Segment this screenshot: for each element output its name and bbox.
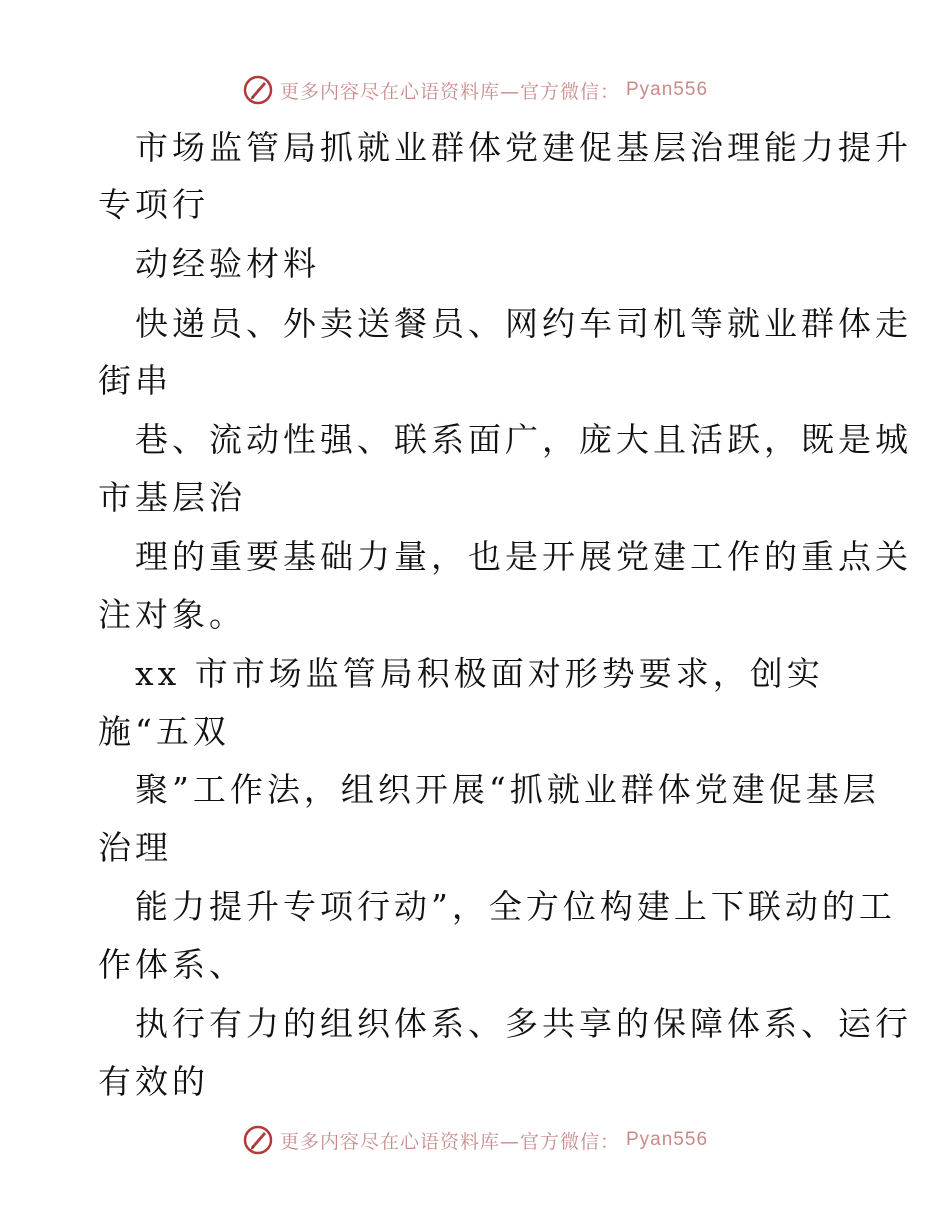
- text-line: 快递员、外卖送餐员、网约车司机等就业群体走: [135, 304, 912, 343]
- text-line: 有效的: [98, 1062, 209, 1101]
- quill-pen-icon: [242, 74, 274, 106]
- text-line: 动经验材料: [135, 244, 320, 283]
- quill-pen-icon: [242, 1124, 274, 1156]
- text-line: 专项行: [98, 185, 209, 224]
- watermark-footer: [0, 1120, 950, 1160]
- text-line: 市基层治: [98, 478, 246, 517]
- watermark-text: 更多内容尽在心语资料库—官方微信：: [279, 80, 620, 103]
- watermark-header: [0, 70, 950, 110]
- text-line: 治理: [98, 828, 172, 867]
- text-line: 市场监管局抓就业群体党建促基层治理能力提升: [135, 128, 912, 167]
- text-line: 理的重要基础力量，也是开展党建工作的重点关: [135, 537, 912, 576]
- text-line: 作体系、: [98, 945, 246, 984]
- watermark-wechat-id: Pyan556: [626, 79, 709, 100]
- text-line: 执行有力的组织体系、多共享的保障体系、运行: [135, 1004, 912, 1043]
- text-line: 施“五双: [98, 712, 230, 751]
- text-line: xx 市市场监管局积极面对形势要求，创实: [135, 654, 824, 693]
- text-line: 聚”工作法，组织开展“抓就业群体党建促基层: [135, 770, 880, 809]
- text-line: 能力提升专项行动”，全方位构建上下联动的工: [135, 887, 896, 926]
- text-line: 巷、流动性强、联系面广，庞大且活跃，既是城: [135, 420, 912, 459]
- text-line: 注对象。: [98, 595, 246, 634]
- text-line: 街串: [98, 361, 172, 400]
- watermark-wechat-id: Pyan556: [626, 1129, 709, 1150]
- watermark-text: 更多内容尽在心语资料库—官方微信：: [279, 1130, 620, 1153]
